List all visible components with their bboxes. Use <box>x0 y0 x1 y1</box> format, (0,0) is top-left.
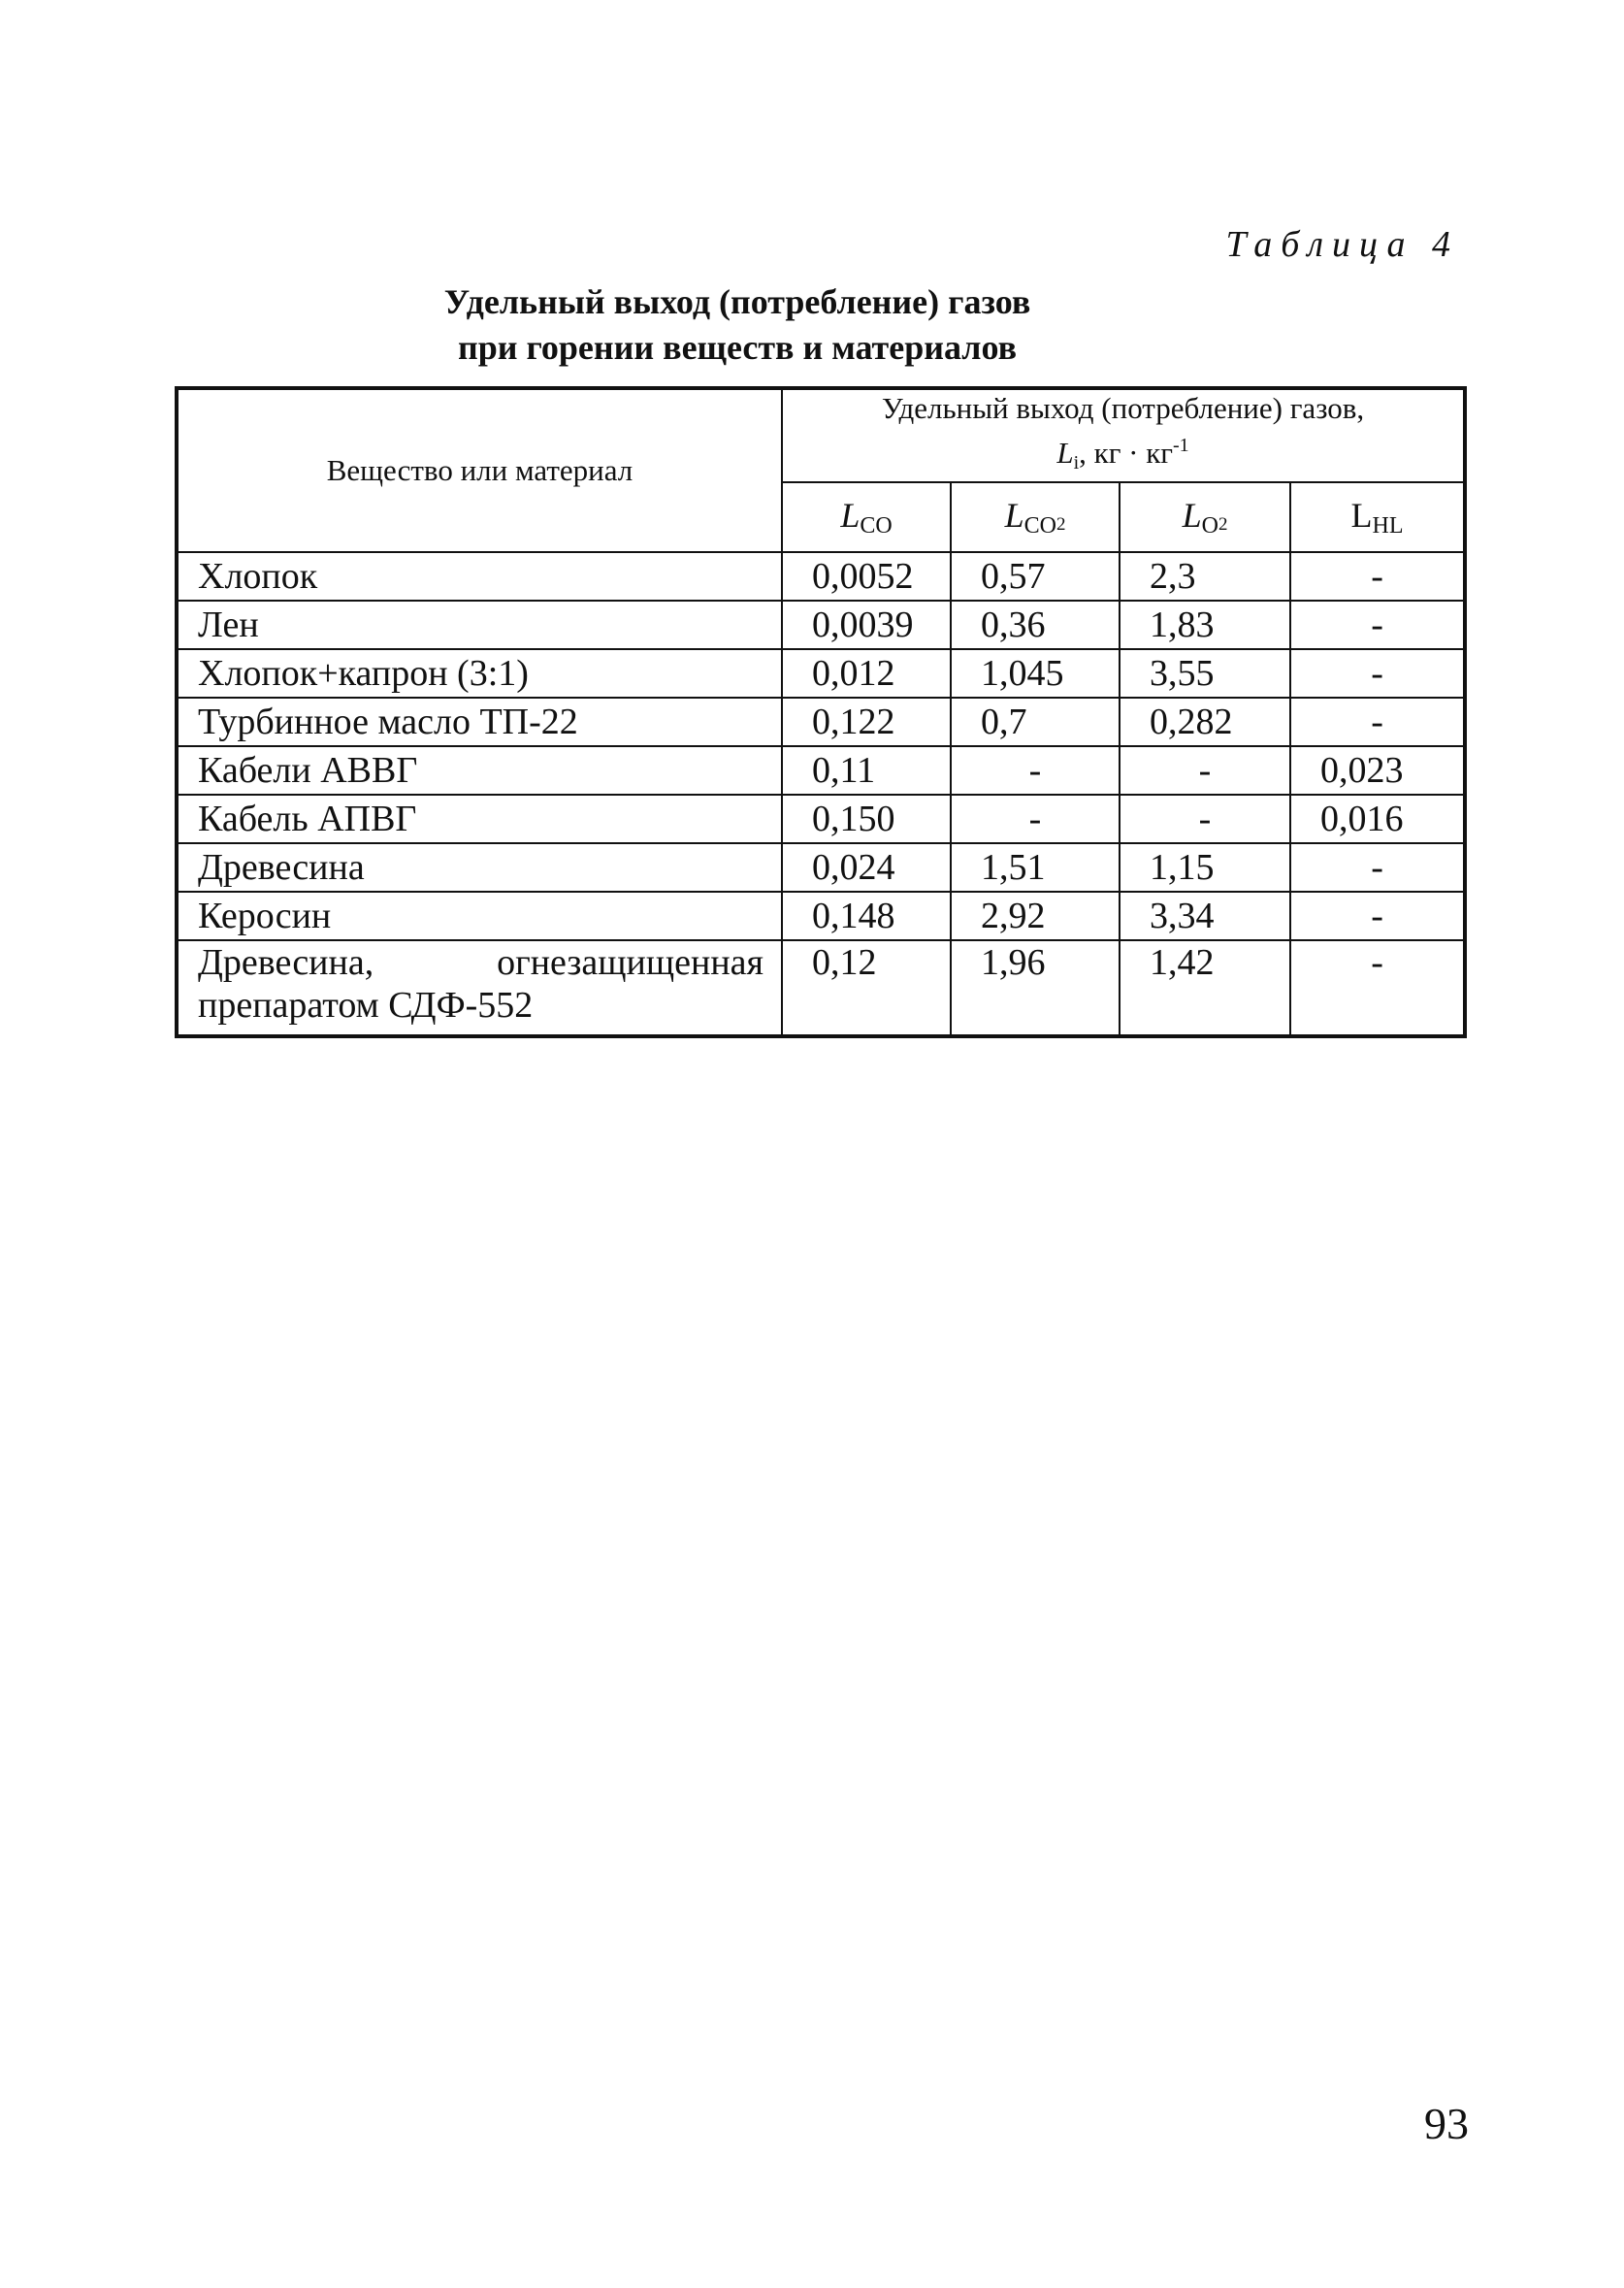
header-gas-yield-line1: Удельный выход (потребление) газов, <box>881 391 1365 425</box>
value-lhl: - <box>1290 843 1465 892</box>
title-line: при горении веществ и материалов <box>457 328 1018 367</box>
col-symbol: L <box>1182 496 1202 535</box>
title-line: Удельный выход (потребление) газов <box>443 282 1031 321</box>
header-units-sup: -1 <box>1173 435 1189 456</box>
material-name: Лен <box>177 601 782 649</box>
value-lco: 0,12 <box>782 940 951 1036</box>
value-lo2: 3,55 <box>1120 649 1290 698</box>
page-number: 93 <box>1424 2099 1469 2148</box>
value-lco2: 0,57 <box>951 552 1120 601</box>
table-row <box>177 552 1465 601</box>
table-title <box>175 279 1300 371</box>
col-symbol-sub: HL <box>1372 513 1404 539</box>
value-lco: 0,0052 <box>782 552 951 601</box>
material-name: Кабель АПВГ <box>177 795 782 843</box>
material-name: Древесина <box>177 843 782 892</box>
value-lco: 0,148 <box>782 892 951 940</box>
value-lco2: - <box>951 795 1120 843</box>
table-row <box>177 940 1465 1036</box>
value-lo2: 0,282 <box>1120 698 1290 746</box>
header-symbol-sub: i <box>1073 452 1080 474</box>
value-lhl: - <box>1290 601 1465 649</box>
value-lhl: - <box>1290 892 1465 940</box>
value-lo2: 1,15 <box>1120 843 1290 892</box>
table-label: Таблица 4 <box>1225 224 1459 265</box>
header-gas-yield <box>782 388 1465 482</box>
material-name: Керосин <box>177 892 782 940</box>
col-symbol-sub: CO <box>1023 513 1056 539</box>
col-symbol-sub: O <box>1201 513 1218 539</box>
value-lhl: - <box>1290 552 1465 601</box>
table-row <box>177 649 1465 698</box>
material-name: Хлопок <box>177 552 782 601</box>
value-lco2: 2,92 <box>951 892 1120 940</box>
header-col-lco <box>782 482 951 552</box>
value-lco: 0,012 <box>782 649 951 698</box>
value-lo2: 1,42 <box>1120 940 1290 1036</box>
header-units: , кг · кг <box>1079 436 1174 470</box>
value-lco2: 1,045 <box>951 649 1120 698</box>
value-lhl: - <box>1290 940 1465 1036</box>
value-lo2: 2,3 <box>1120 552 1290 601</box>
value-lhl: - <box>1290 698 1465 746</box>
gas-yield-table <box>175 386 1467 1038</box>
table-row <box>177 795 1465 843</box>
table-row <box>177 746 1465 795</box>
value-lco2: 0,7 <box>951 698 1120 746</box>
material-name: Древесина, огнезащищенная препаратом СДФ-552 <box>177 940 782 1036</box>
col-symbol-sub2: 2 <box>1218 514 1228 535</box>
value-lco2: - <box>951 746 1120 795</box>
value-lo2: 3,34 <box>1120 892 1290 940</box>
value-lco: 0,11 <box>782 746 951 795</box>
value-lco2: 0,36 <box>951 601 1120 649</box>
table-row <box>177 698 1465 746</box>
value-lco: 0,0039 <box>782 601 951 649</box>
value-lo2: 1,83 <box>1120 601 1290 649</box>
value-lco: 0,024 <box>782 843 951 892</box>
material-name: Хлопок+капрон (3:1) <box>177 649 782 698</box>
header-symbol: L <box>1056 436 1074 470</box>
value-lco: 0,150 <box>782 795 951 843</box>
value-lco2: 1,51 <box>951 843 1120 892</box>
table-row <box>177 843 1465 892</box>
value-lo2: - <box>1120 795 1290 843</box>
value-lhl: 0,016 <box>1290 795 1465 843</box>
value-lco: 0,122 <box>782 698 951 746</box>
col-symbol-sub2: 2 <box>1056 514 1066 535</box>
table-row <box>177 892 1465 940</box>
value-lhl: - <box>1290 649 1465 698</box>
value-lhl: 0,023 <box>1290 746 1465 795</box>
col-symbol: L <box>1004 496 1024 535</box>
material-name: Кабели АВВГ <box>177 746 782 795</box>
col-symbol-sub: CO <box>860 513 893 539</box>
header-col-lhl <box>1290 482 1465 552</box>
value-lco2: 1,96 <box>951 940 1120 1036</box>
header-col-lo2 <box>1120 482 1290 552</box>
col-symbol: L <box>1350 496 1373 535</box>
header-material: Вещество или материал <box>177 388 782 552</box>
table-row <box>177 601 1465 649</box>
col-symbol: L <box>840 496 861 535</box>
header-col-lco2 <box>951 482 1120 552</box>
value-lo2: - <box>1120 746 1290 795</box>
material-name: Турбинное масло ТП-22 <box>177 698 782 746</box>
